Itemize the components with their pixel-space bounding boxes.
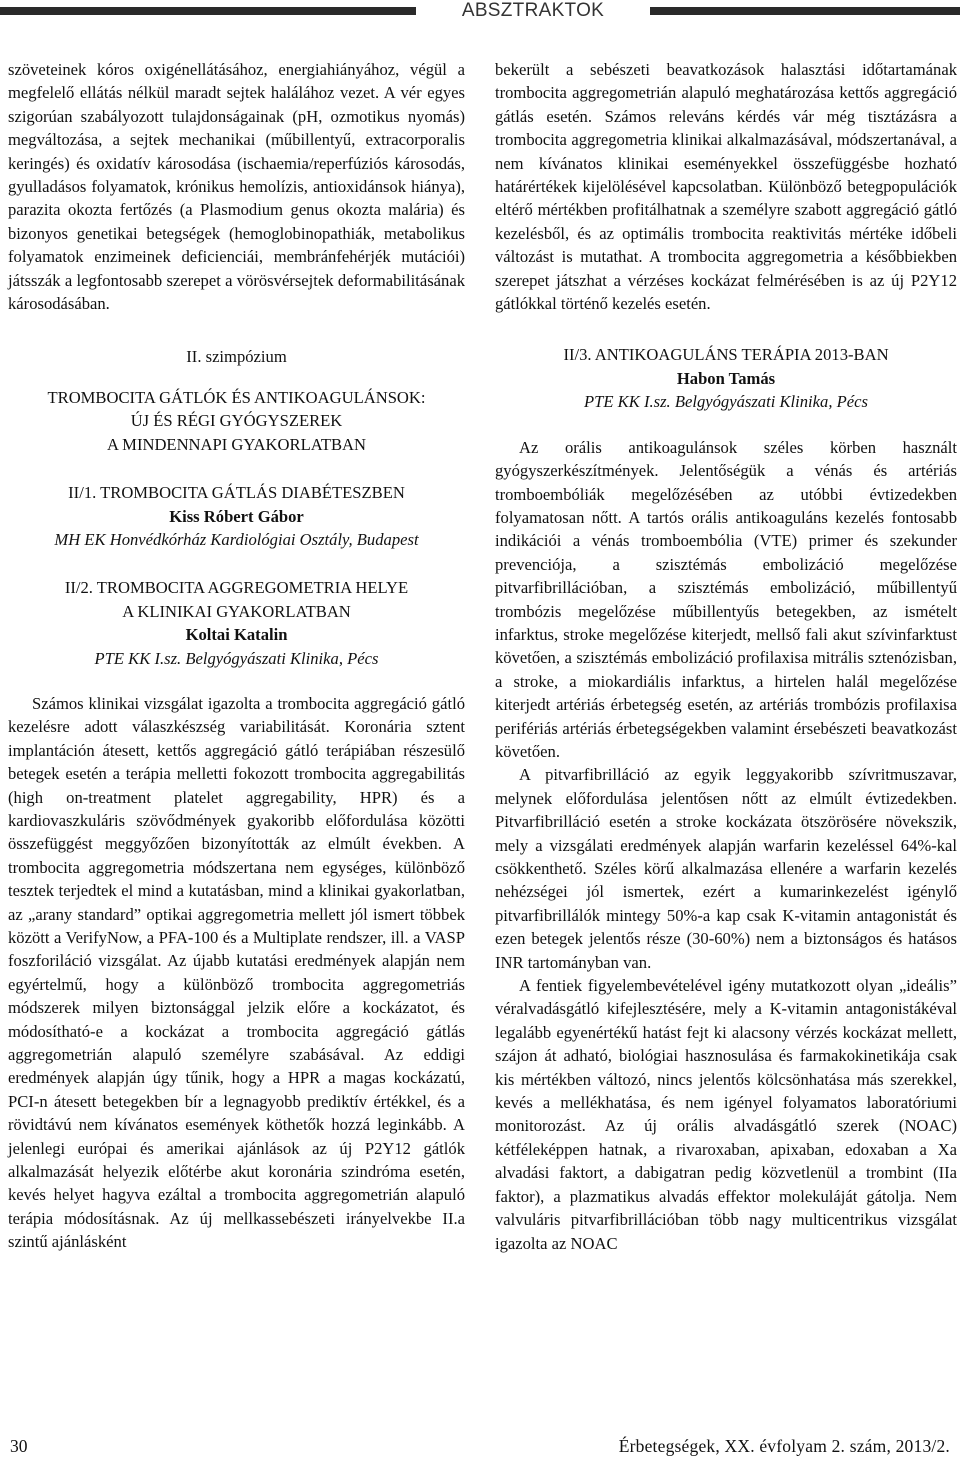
symposium-title-line: ÚJ ÉS RÉGI GYÓGYSZEREK bbox=[130, 411, 343, 431]
header-rule-right bbox=[650, 7, 960, 15]
page-number: 30 bbox=[10, 1436, 28, 1456]
section-title-line: II/2. TROMBOCITA AGGREGOMETRIA HELYE bbox=[64, 578, 409, 598]
affiliation-II-1: MH EK Honvédkórház Kardiológiai Osztály, Budapest bbox=[54, 529, 419, 549]
journal-citation: Érbetegségek, XX. évfolyam 2. szám, 2013/2. bbox=[618, 1436, 950, 1456]
author-II-3: Habon Tamás bbox=[676, 368, 776, 388]
symposium-title-line: A MINDENNAPI GYAKORLATBAN bbox=[106, 434, 367, 454]
section-title-II-1: II/1. TROMBOCITA GÁTLÁS DIABÉTESZBEN bbox=[68, 483, 405, 503]
section-header: ABSZTRAKTOK bbox=[461, 0, 605, 21]
section-title-line: A KLINIKAI GYAKORLATBAN bbox=[122, 601, 351, 621]
symposium-label: II. szimpózium bbox=[186, 347, 287, 367]
symposium-title bbox=[8, 386, 465, 456]
symposium-title-line: TROMBOCITA GÁTLÓK ÉS ANTIKOAGULÁNSOK: bbox=[47, 387, 426, 407]
right-column bbox=[495, 58, 957, 1255]
abstract-II-2-body: Számos klinikai vizsgálat igazolta a trombocita aggregáció gátló kezelésre adott válaszkészség variabilitását. Koronária sztent implantáción átesett, kettős aggregáció gátló terápiában részesülő betegek esetén a terápia melletti fokozott trombocita aggregabilitás (high on-treatment platelet aggregability, HPR) és a kardiovaszkuláris szövődmények gyakoribb előfordulása közötti összefüggést meggyőzően bizonyították az elmúlt években. A trombocita aggregometria módszertana nem egységes, különböző tesztek terjedtek el mind a kutatásban, mind a klinikai gyakorlatban, az „arany standard” optikai aggregometria mellett jól ismert többek között a VerifyNow, a PFA-100 és a Multiplate rendszer, ill. a VASP foszforiláció vizsgálat. Az újabb kutatási eredmények alapján nem egyértelmű, hogy a különböző trombocita aggregometriás módszerek milyen biztonsággal jelzik előre a kockázatot, és módosítható-e a kockázat a trombocita aggregáció gátlás aggregometrián alapuló személyre szabásával. Az eddigi eredmények alapján úgy tűnik, hogy a HPR a magas kockázatú, PCI-n átesett betegekben bír a legnagyobb prediktív értékkel, és a rövidtávú nem kívánatos események köthetők hozzá leginkább. A jelenlegi európai és amerikai ajánlások az új P2Y12 gátlók alkalmazását helyezik előtérbe akut koronária szindróma esetén, kevés helyet hagyva ezáltal a trombocita aggregometrián alapuló terápia módosításnak. Az új mellkassebészeti irányelvekbe II.a szintű ajánlásként bbox=[8, 693, 465, 1252]
abstract-II-3-paragraph-3: A fentiek figyelembevételével igény mutatkozott olyan „ideális” véralvadásgátló kifejlesztésére, mely a K-vitamin antagonistákéval legalább egyenértékű hatást fejt ki alacsony vérzés kockázat mellett, szájon át adható, biológiai hasznosulása és farmakokinetikája csak kis mértékben változó, nincs jelentős kölcsönhatása más szerekkel, kevés a mellékhatása, és nem igényel folyamatos laboratóriumi monitorozást. Az új orális alvadásgátló szerek (NOAC) kétféleképpen hatnak, a rivaroxaban, apixaban, edoxaban a Xa alvadási faktort, a dabigatran pedig közvetlenül a trombint (IIa faktor), a plazmatikus alvadás effektor molekuláját gátolja. Nem valvuláris pitvarfibrillációban több nagy multicentrikus vizsgálat igazolta az NOAC bbox=[495, 976, 957, 1253]
author-II-1: Kiss Róbert Gábor bbox=[169, 506, 304, 526]
affiliation-II-2: PTE KK I.sz. Belgyógyászati Klinika, Pécs bbox=[94, 648, 379, 668]
intro-paragraph: szöveteinek kóros oxigénellátásához, energiahiányához, végül a megfelelő ellátás nélkül maradt sejtek halálához vezet. A vér egyes szigorúan szabályozott tulajdonságainak (pH, ozmotikus nyomás) megváltozása, a sejtek mechanikai (műbillentyű, extracorporalis keringés) és oxidatív károsodása (ischaemia/reperfúziós károsodás, gyulladásos folyamatok, krónikus hemolízis, antioxidánsok hiánya), parazita okozta fertőzés (a Plasmodium genus okozta malária) és bizonyos genetikai betegségek (hemoglobinopathiák, metabolikus folyamatok enzimeinek deficienciái, membránfehérjék mutációi) játsszák a legfontosabb szerepet a vörösvérsejtek deformabilitásának károsodásában. bbox=[8, 60, 465, 314]
author-II-2: Koltai Katalin bbox=[185, 625, 288, 645]
section-title-II-2 bbox=[8, 576, 465, 623]
abstract-II-3-paragraph-2: A pitvarfibrilláció az egyik leggyakoribb szívritmuszavar, melynek előfordulása jelentősen nőtt az elmúlt évtizedekben. Pitvarfibrilláció esetén a stroke kockázata ötszörösére növekszik, mely a vizsgálati eredmények alapján warfarin kezeléssel 64%-kal csökkenthető. Széles körű alkalmazása ellenére a warfarin kezelés nehézségei jól ismertek, ezért a kumarinkezelést igénylő pitvarfibrillálók mintegy 50%-a kap csak K-vitamin antagonistát és ezen betegek jelentős része (30-60%) nem a biztonságos és hatásos INR tartományban van. bbox=[495, 765, 957, 972]
abstract-II-3-paragraph-1: Az orális antikoagulánsok széles körben használt gyógyszerkészítmények. Jelentőségük a vénás és artériás tromboembóliák megelőzésében az utóbbi évtizedekben folyamatosan nőtt. A tartós orális antikoaguláns kezelés fontosabb indikációi a vénás tromboembólia (VTE) primer és szekunder prevenciója, a szisztémás embolizáció megelőzése pitvarfibrillációban, a szisztémás embolizáció, műbillentyű trombózis megelőzése műbillentyűs betegekben, az ismételt infarktus, stroke megelőzése kiterjedt, mellső fali akut szívinfarktust követően, a szisztémás embolizáció profilaxisa mitrális sztenózisban, a stroke, a miokardiális infarktus, a hirtelen halál megelőzése kiterjedt artériás érbetegség esetén, az artériás trombózis profilaxisa perifériás artériás érbetegségekben valamint érsebészeti beavatkozást követően. bbox=[495, 437, 957, 761]
header-rule-left bbox=[0, 7, 416, 15]
left-column bbox=[8, 58, 465, 1254]
affiliation-II-3: PTE KK I.sz. Belgyógyászati Klinika, Pécs bbox=[584, 392, 868, 412]
abstract-II-2-continued: bekerült a sebészeti beavatkozások halasztási időtartamának trombocita aggregometrián alapuló meghatározása kettős aggregáció gátlás esetén. Számos releváns kérdés vár még tisztázásra a trombocita aggregometria klinikai alkalmazásával, módszertanával, a nem kívánatos klinikai eseményekkel összefüggésbe hozható határértékek kijelölésével kapcsolatban. Különböző betegpopulációk eltérő mértékben profitálhatnak a személyre szabott aggregáció gátló kezelésből, és az optimális trombocita reaktivitás mértéke időbeli változást is mutathat. A trombocita aggregometria a későbbiekben szerepet játszhat a vérzéses kockázat felmérésében is az új P2Y12 gátlókkal történő kezelés esetén. bbox=[495, 60, 957, 314]
section-title-II-3: II/3. ANTIKOAGULÁNS TERÁPIA 2013-BAN bbox=[563, 345, 889, 365]
